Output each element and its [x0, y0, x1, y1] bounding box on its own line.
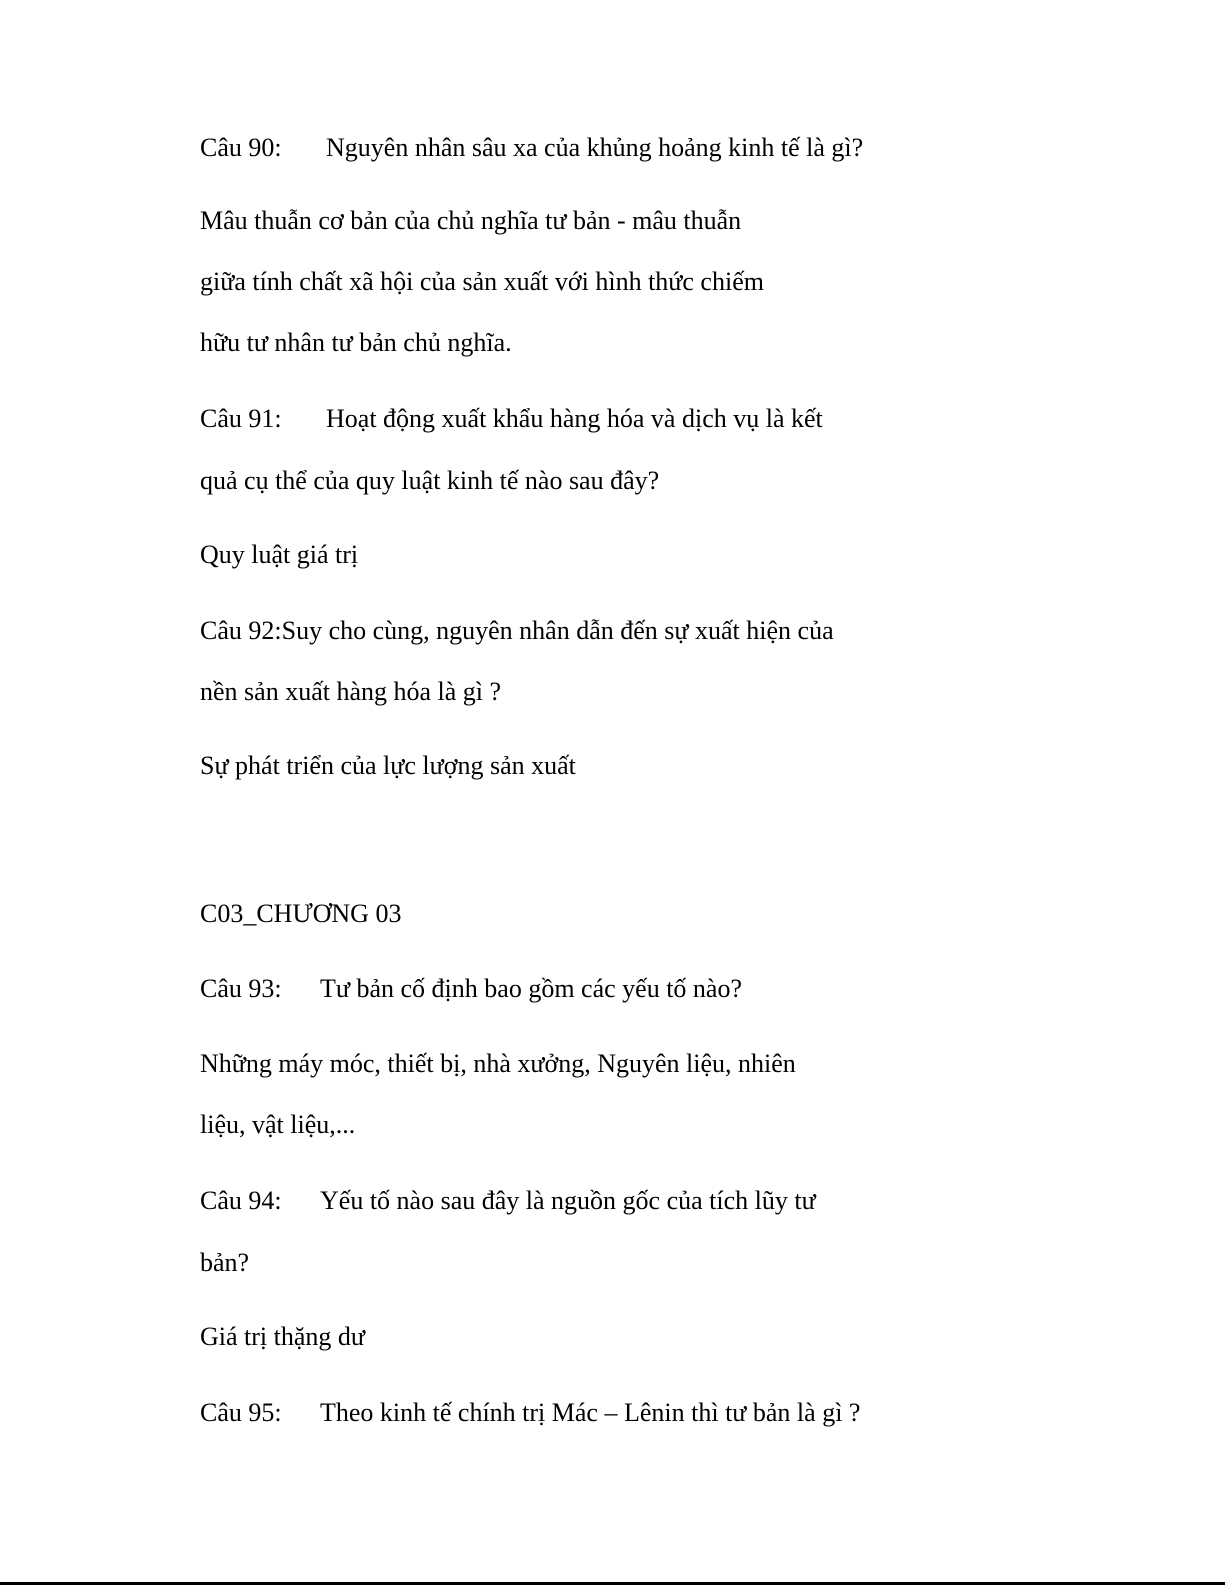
question-92-line-1: Câu 92:Suy cho cùng, nguyên nhân dẫn đến sự xuất hiện của — [200, 616, 834, 645]
question-text: Tư bản cố định bao gồm các yếu tố nào? — [320, 974, 743, 1003]
answer-92: Sự phát triển của lực lượng sản xuất — [200, 751, 576, 780]
question-text: Hoạt động xuất khẩu hàng hóa và dịch vụ là kết — [326, 404, 823, 433]
question-text: Theo kinh tế chính trị Mác – Lênin thì tư bản là gì ? — [320, 1398, 861, 1427]
answer-90-line-2: giữa tính chất xã hội của sản xuất với hình thức chiếm — [200, 267, 764, 296]
question-label: Câu 95: — [200, 1398, 282, 1427]
question-label: Câu 91: — [200, 404, 282, 433]
question-91-line-2: quả cụ thể của quy luật kinh tế nào sau đây? — [200, 466, 660, 495]
question-label: Câu 94: — [200, 1186, 282, 1215]
question-text: Yếu tố nào sau đây là nguồn gốc của tích lũy tư — [320, 1186, 816, 1215]
answer-91: Quy luật giá trị — [200, 540, 359, 569]
answer-90-line-1: Mâu thuẫn cơ bản của chủ nghĩa tư bản - mâu thuẫn — [200, 206, 742, 235]
question-94-line-2: bản? — [200, 1248, 250, 1277]
answer-93-line-2: liệu, vật liệu,... — [200, 1110, 356, 1139]
question-label: Câu 90: — [200, 133, 282, 162]
question-90 — [200, 133, 863, 163]
answer-93-line-1: Những máy móc, thiết bị, nhà xưởng, Nguyên liệu, nhiên — [200, 1049, 796, 1078]
question-94 — [200, 1186, 816, 1216]
answer-94: Giá trị thặng dư — [200, 1322, 366, 1351]
question-label: Câu 93: — [200, 974, 282, 1003]
question-text: Nguyên nhân sâu xa của khủng hoảng kinh tế là gì? — [326, 133, 864, 162]
question-93 — [200, 974, 742, 1004]
question-95 — [200, 1398, 860, 1428]
question-91 — [200, 404, 823, 434]
question-92-line-2: nền sản xuất hàng hóa là gì ? — [200, 677, 502, 706]
chapter-heading: C03_CHƯƠNG 03 — [200, 899, 402, 928]
answer-90-line-3: hữu tư nhân tư bản chủ nghĩa. — [200, 328, 512, 357]
